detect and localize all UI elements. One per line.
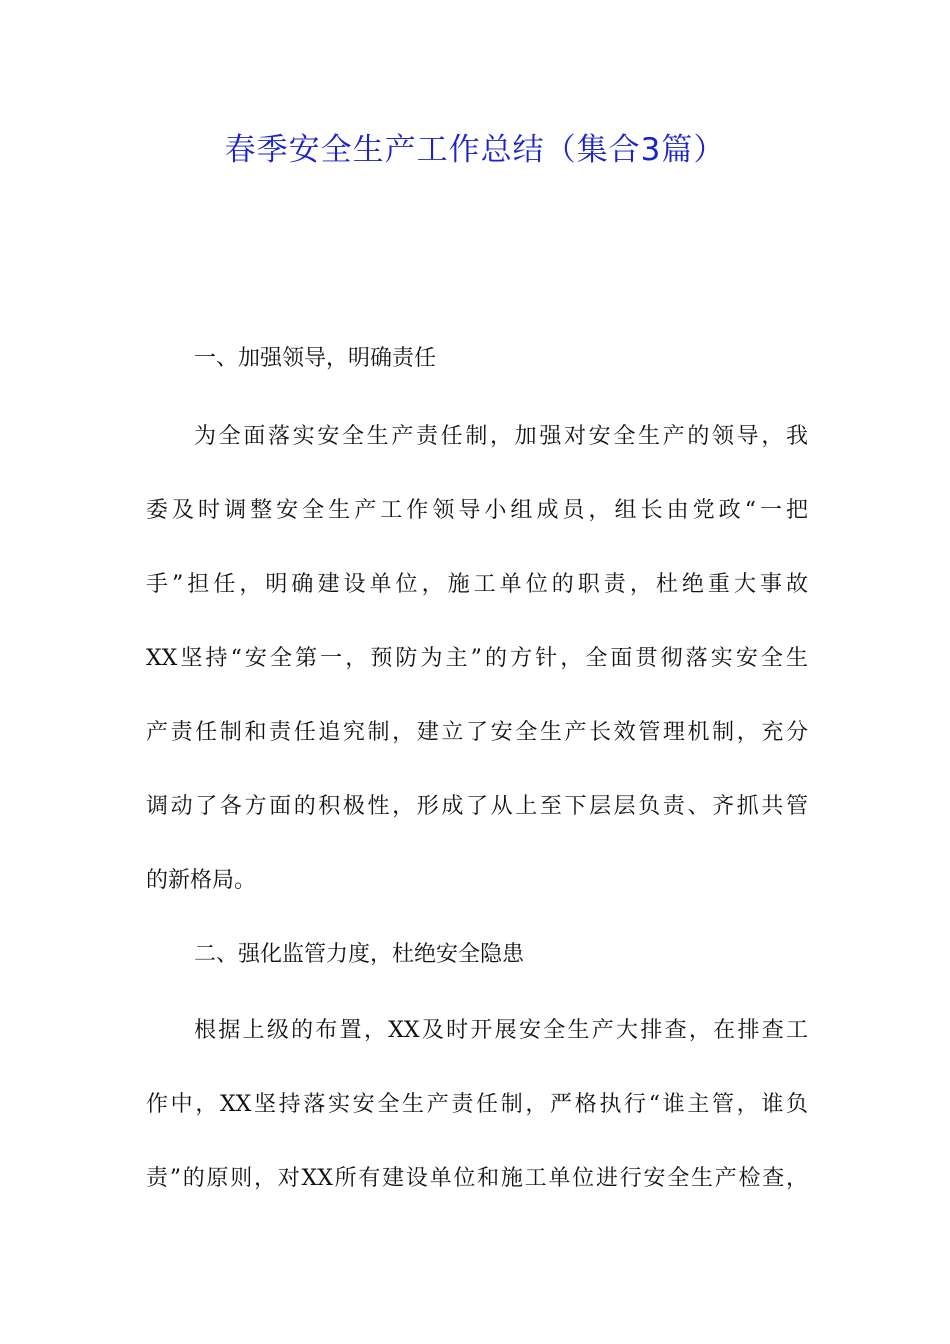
paragraph-line: 调动了各方面的积极性，形成了从上至下层层负责、齐抓共管 — [146, 794, 808, 819]
paragraph-line: 手”担任，明确建设单位，施工单位的职责，杜绝重大事故 — [146, 572, 808, 597]
paragraph-line: 根据上级的布置，XX及时开展安全生产大排查，在排查工 — [194, 1018, 808, 1043]
document-title: 春季安全生产工作总结（集合3篇） — [224, 132, 726, 168]
paragraph-line: 的新格局。 — [146, 868, 257, 893]
paragraph-line: 为全面落实安全生产责任制，加强对安全生产的领导，我 — [194, 424, 808, 449]
paragraph-line: 作中，XX坚持落实安全生产责任制，严格执行“谁主管，谁负 — [146, 1092, 808, 1117]
section-heading-2: 二、强化监管力度，杜绝安全隐患 — [194, 942, 525, 967]
paragraph-line: 委及时调整安全生产工作领导小组成员，组长由党政“一把 — [146, 498, 808, 523]
paragraph-line: 责”的原则，对XX所有建设单位和施工单位进行安全生产检查， — [146, 1166, 808, 1191]
paragraph-line: XX坚持“安全第一，预防为主”的方针，全面贯彻落实安全生 — [146, 646, 808, 671]
paragraph-line: 产责任制和责任追究制，建立了安全生产长效管理机制，充分 — [146, 720, 808, 745]
section-heading-1: 一、加强领导，明确责任 — [194, 346, 437, 371]
